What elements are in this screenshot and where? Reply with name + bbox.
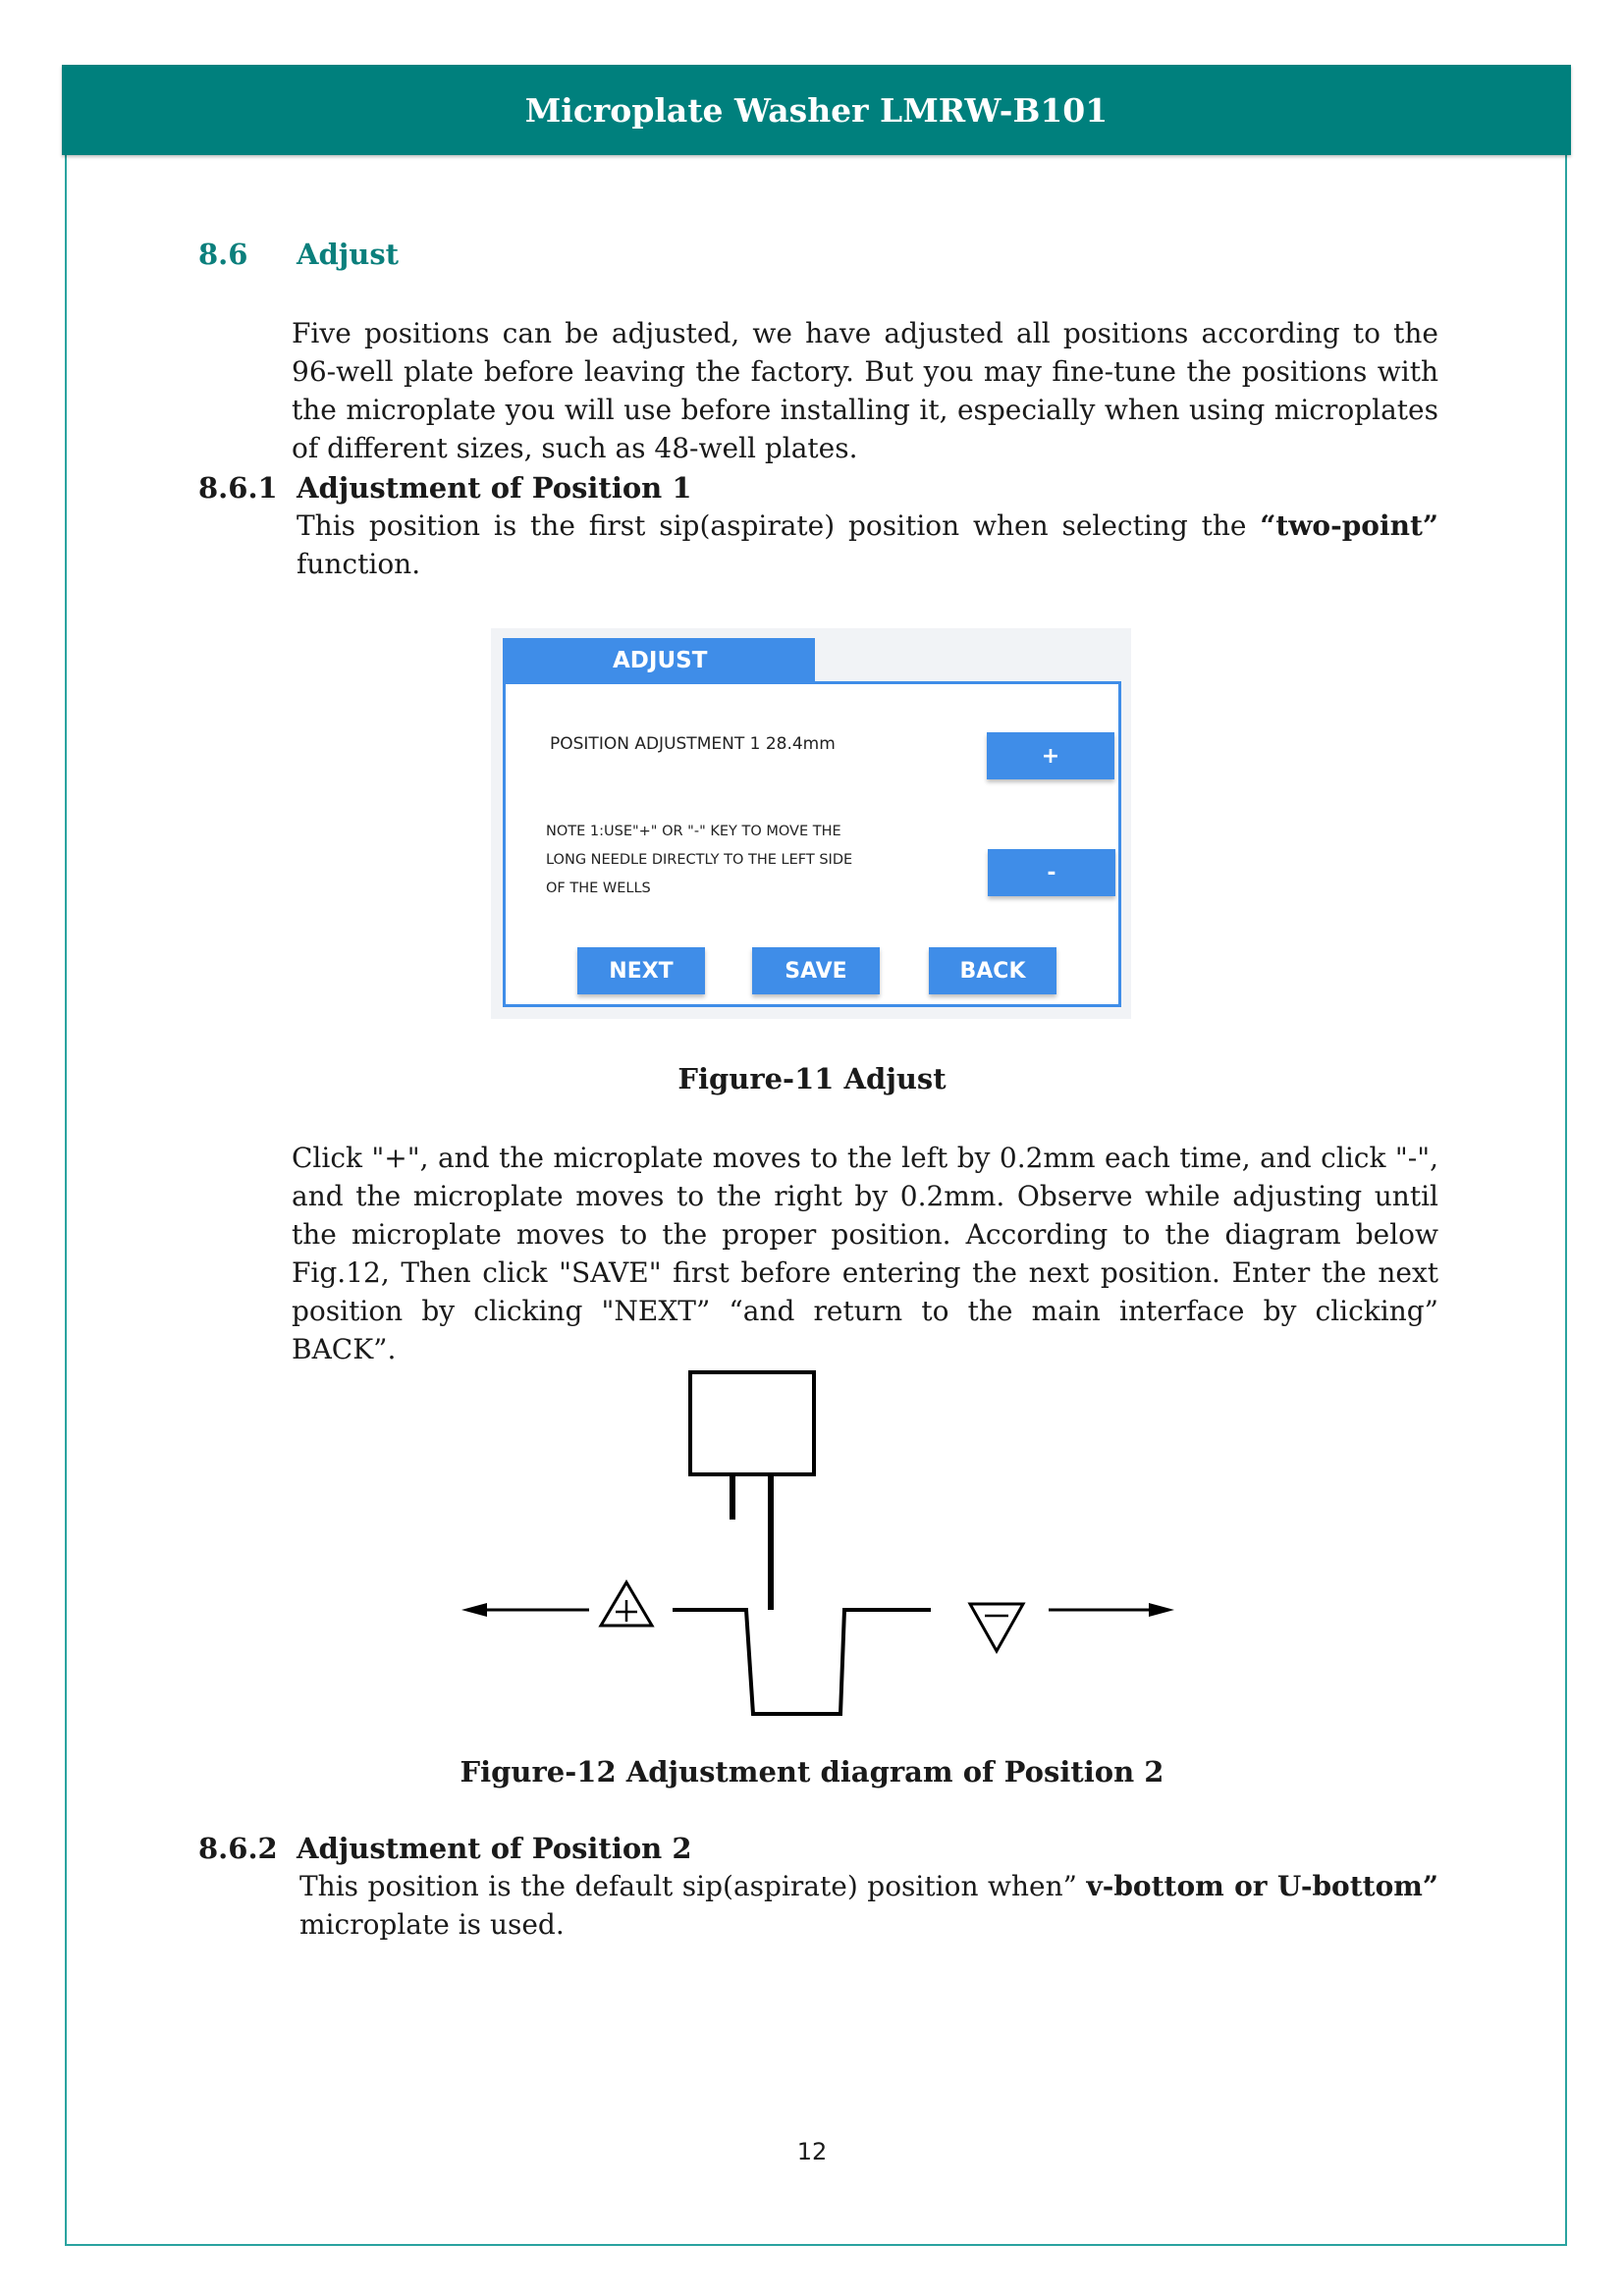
right-arrow-icon xyxy=(1149,1603,1174,1617)
subsection-1-number: 8.6.1 xyxy=(198,471,278,505)
document-title: Microplate Washer LMRW-B101 xyxy=(524,90,1109,130)
subsection-2-text-end: microplate is used. xyxy=(299,1908,565,1941)
save-button[interactable]: SAVE xyxy=(752,947,880,994)
instructions-paragraph: Click "+", and the microplate moves to the left by 0.2mm each time, and click "-", and the microplate moves to the right by 0.2mm. Observe while adjusting until the microplate moves to the proper position. According to the diagram below Fig.12, Then click "SAVE" first before entering the next position. Enter the next position by clicking "NEXT” “and return to the main interface by clicking” BACK”. xyxy=(292,1142,1438,1365)
position-adjustment-label: POSITION ADJUSTMENT 1 28.4mm xyxy=(550,734,836,754)
subsection-2-number: 8.6.2 xyxy=(198,1832,278,1865)
subsection-1-text-end: function. xyxy=(297,548,421,580)
adjust-tab[interactable]: ADJUST xyxy=(503,638,815,684)
needle-head-box xyxy=(690,1372,814,1474)
next-button[interactable]: NEXT xyxy=(577,947,705,994)
plus-triangle-icon xyxy=(601,1582,652,1626)
note-line: OF THE WELLS xyxy=(546,881,651,896)
document-header xyxy=(62,65,1571,155)
adjust-note xyxy=(546,818,899,903)
well-profile xyxy=(673,1610,931,1714)
two-point-emphasis: “two-point” xyxy=(1260,509,1438,542)
section-number: 8.6 xyxy=(198,238,248,271)
subsection-2-paragraph xyxy=(299,1867,1438,1944)
minus-triangle-icon xyxy=(970,1604,1023,1651)
subsection-2-text: This position is the default sip(aspirate) position when” xyxy=(299,1870,1087,1902)
subsection-1-title: Adjustment of Position 1 xyxy=(297,471,692,505)
back-button[interactable]: BACK xyxy=(929,947,1056,994)
figure-11-caption: Figure-11 Adjust xyxy=(677,1062,947,1095)
note-line: LONG NEEDLE DIRECTLY TO THE LEFT SIDE xyxy=(546,852,853,868)
plus-button[interactable]: + xyxy=(987,732,1114,779)
bottom-type-emphasis: v-bottom or U-bottom” xyxy=(1086,1870,1438,1902)
subsection-2-title: Adjustment of Position 2 xyxy=(297,1832,692,1865)
left-arrow-icon xyxy=(461,1603,487,1617)
tab-underline xyxy=(815,681,1121,684)
minus-button[interactable]: - xyxy=(988,849,1115,896)
section-title: Adjust xyxy=(297,238,400,271)
intro-paragraph: Five positions can be adjusted, we have adjusted all positions according to the 96-well plate before leaving the factory. But you may fine-tune the positions with the microplate you will use before installing it, especially when using microplates of different sizes, such as 48-well plates. xyxy=(292,317,1438,464)
adjustment-diagram xyxy=(452,1364,1198,1728)
adjust-screen-figure xyxy=(491,628,1131,1019)
subsection-1-paragraph xyxy=(297,507,1438,583)
figure-12-caption: Figure-12 Adjustment diagram of Position 2 xyxy=(460,1755,1164,1789)
note-line: NOTE 1:USE"+" OR "-" KEY TO MOVE THE xyxy=(546,824,841,839)
subsection-1-text: This position is the first sip(aspirate) position when selecting the xyxy=(297,509,1261,542)
page-number: 12 xyxy=(796,2138,828,2165)
